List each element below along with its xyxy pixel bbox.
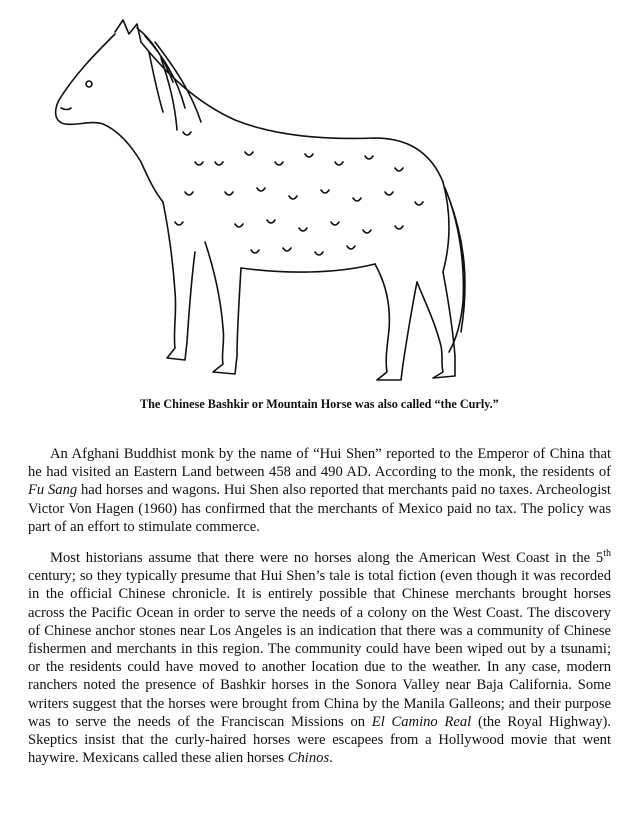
p2-text-f: .	[329, 750, 333, 767]
p1-text-a: An Afghani Buddhist monk by the name of “Hui Shen” reported to the Emperor of China that he had visited an Eastern Land between 458 and 490 AD. According to the monk, the residents of	[28, 446, 611, 481]
article-body	[28, 445, 611, 780]
p2-text-d: (the Royal Highway). Skeptics insist that the curly-haired horses were escapees from a Hollywood movie that went haywire. Mexicans called these alien horses	[28, 713, 611, 767]
p2-italic-chinos: Chinos	[287, 750, 330, 767]
p2-superscript: th	[603, 548, 611, 560]
paragraph-1	[28, 445, 611, 536]
p1-italic-fu-sang: Fu Sang	[28, 482, 78, 499]
p2-italic-camino-real: El Camino Real	[371, 713, 472, 730]
paragraph-2	[28, 549, 611, 767]
p2-text-a: Most historians assume that there were no horses along the American West Coast in the 5	[50, 550, 604, 567]
p1-text-c: had horses and wagons. Hui Shen also reported that merchants paid no taxes. Archeologist Victor Von Hagen (1960) has confirmed that the merchants of Mexico paid no tax. The policy was part of an effort to stimulate commerce.	[28, 482, 611, 535]
horse-illustration	[45, 12, 475, 390]
figure-caption: The Chinese Bashkir or Mountain Horse was also called “the Curly.”	[140, 397, 499, 411]
p2-text-b: century; so they typically presume that Hui Shen’s tale is total fiction (even though it was recorded in the official Chinese chronicle. It is entirely possible that Chinese merchants brought horses across the Pacific Ocean in order to serve the needs of a colony on the West Coast. The discovery of Chinese anchor stones near Los Angeles is an indication that there was a community of Chinese fishermen and merchants in this region. The community could have been wiped out by a tsunami; or the residents could have moved to another location due to the weather. In any case, modern ranchers noted the presence of Bashkir horses in the Sonora Valley near Baja California. Some writers suggest that the horses were brought from China by the Manila Galleons; and their purpose was to serve the needs of the Franciscan Missions on	[28, 568, 611, 730]
